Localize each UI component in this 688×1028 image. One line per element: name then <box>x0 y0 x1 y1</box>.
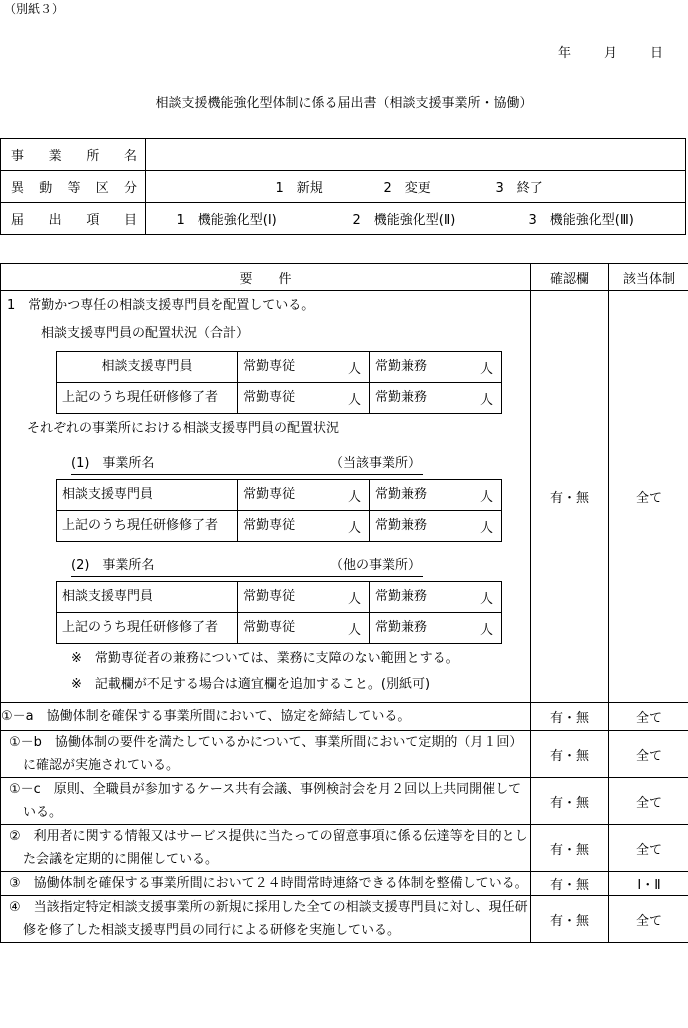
fulltime-field[interactable]: 常勤専従 人 <box>238 511 370 542</box>
fulltime-field[interactable]: 常勤専従 人 <box>238 383 370 414</box>
requirement-row-2 <box>1 825 688 872</box>
requirement-row-1a <box>1 703 688 731</box>
requirement-1-text: 1 常勤かつ専任の相談支援専門員を配置している。 <box>7 298 315 313</box>
item-label: 届 出 項 目 <box>1 203 146 235</box>
office-2-trained-row <box>57 613 502 644</box>
change-label: 異 動 等 区 分 <box>1 171 146 203</box>
office-1-trained-row <box>57 511 502 542</box>
requirement-2-applicable: 全て <box>609 825 688 872</box>
trained-label: 上記のうち現任研修修了者 <box>57 613 238 644</box>
requirement-1c-check[interactable]: 有・無 <box>531 778 609 825</box>
note-2: ※ 記載欄が不足する場合は適宜欄を追加すること。(別紙可) <box>71 677 431 692</box>
item-option-3[interactable]: 3 機能強化型(Ⅲ) <box>528 213 634 228</box>
trained-label: 上記のうち現任研修修了者 <box>57 511 238 542</box>
requirement-1b-applicable: 全て <box>609 731 688 778</box>
requirement-row-1b <box>1 731 688 778</box>
trained-label: 上記のうち現任研修修了者 <box>57 383 238 414</box>
fulltime-field[interactable]: 常勤専従 人 <box>238 480 370 511</box>
requirement-row-1c <box>1 778 688 825</box>
total-trained-row <box>57 383 502 414</box>
concurrent-field[interactable]: 常勤兼務 人 <box>370 582 502 613</box>
staff-label: 相談支援専門員 <box>57 480 238 511</box>
office-name-field[interactable] <box>146 139 686 171</box>
requirement-4-applicable: 全て <box>609 896 688 943</box>
total-caption: 相談支援専門員の配置状況（合計） <box>41 326 250 341</box>
header-requirement: 要 件 <box>1 264 531 291</box>
office-2-staff-table <box>56 581 502 644</box>
office-1-caption: (1) 事業所名 （当該事業所） <box>71 454 423 475</box>
requirement-1b-check[interactable]: 有・無 <box>531 731 609 778</box>
requirement-1b-text: ①－b 協働体制の要件を満たしているかについて、事業所間において定期的（月１回）に確認が実施されている。 <box>1 731 531 778</box>
office-1-staff-row <box>57 480 502 511</box>
item-option-1[interactable]: 1 機能強化型(Ⅰ) <box>176 213 277 228</box>
requirement-3-check[interactable]: 有・無 <box>531 872 609 896</box>
note-1: ※ 常勤専従者の兼務については、業務に支障のない範囲とする。 <box>71 651 459 666</box>
requirement-row-1 <box>1 291 688 703</box>
requirement-row-4 <box>1 896 688 943</box>
concurrent-field[interactable]: 常勤兼務 人 <box>370 511 502 542</box>
concurrent-field[interactable]: 常勤兼務 人 <box>370 613 502 644</box>
fulltime-field[interactable]: 常勤専従 人 <box>238 582 370 613</box>
each-caption: それぞれの事業所における相談支援専門員の配置状況 <box>27 421 340 436</box>
item-option-2[interactable]: 2 機能強化型(Ⅱ) <box>352 213 456 228</box>
office-row <box>1 139 686 171</box>
requirement-2-check[interactable]: 有・無 <box>531 825 609 872</box>
total-staff-row <box>57 352 502 383</box>
item-options <box>146 203 686 235</box>
change-option-new[interactable]: 1 新規 <box>275 181 323 196</box>
requirement-1-check[interactable]: 有・無 <box>531 291 609 703</box>
requirement-1-applicable: 全て <box>609 291 688 703</box>
requirement-4-check[interactable]: 有・無 <box>531 896 609 943</box>
change-row <box>1 171 686 203</box>
total-staff-table <box>56 351 502 414</box>
header-applicable: 該当体制 <box>609 264 688 291</box>
requirements-header <box>1 264 688 291</box>
concurrent-field[interactable]: 常勤兼務 人 <box>370 480 502 511</box>
change-option-end[interactable]: 3 終了 <box>495 181 543 196</box>
fulltime-field[interactable]: 常勤専従 人 <box>238 613 370 644</box>
fulltime-field[interactable]: 常勤専従 人 <box>238 352 370 383</box>
header-check: 確認欄 <box>531 264 609 291</box>
requirement-1a-check[interactable]: 有・無 <box>531 703 609 731</box>
requirement-1-cell <box>1 291 531 703</box>
notification-info-table <box>0 138 686 235</box>
requirement-3-text: ③ 協働体制を確保する事業所間において２４時間常時連絡できる体制を整備している。 <box>1 872 531 896</box>
date-day: 日 <box>650 46 664 61</box>
requirement-1a-text: ①－a 協働体制を確保する事業所間において、協定を締結している。 <box>1 703 531 731</box>
requirement-1c-applicable: 全て <box>609 778 688 825</box>
requirement-4-text: ④ 当該指定特定相談支援事業所の新規に採用した全ての相談支援専門員に対し、現任研修を修了した相談支援専門員の同行による研修を実施している。 <box>1 896 531 943</box>
requirement-3-applicable: Ⅰ・Ⅱ <box>609 872 688 896</box>
change-options <box>146 171 686 203</box>
change-option-modify[interactable]: 2 変更 <box>383 181 431 196</box>
date-month: 月 <box>604 46 618 61</box>
requirement-1c-text: ①－c 原則、全職員が参加するケース共有会議、事例検討会を月２回以上共同開催している。 <box>1 778 531 825</box>
item-row <box>1 203 686 235</box>
staff-label: 相談支援専門員 <box>57 582 238 613</box>
requirement-1a-applicable: 全て <box>609 703 688 731</box>
document-title: 相談支援機能強化型体制に係る届出書（相談支援事業所・協働） <box>155 96 533 111</box>
requirement-row-3 <box>1 872 688 896</box>
concurrent-field[interactable]: 常勤兼務 人 <box>370 352 502 383</box>
requirement-2-text: ② 利用者に関する情報又はサービス提供に当たっての留意事項に係る伝達等を目的とした会議を定期的に開催している。 <box>1 825 531 872</box>
office-2-caption: (2) 事業所名 （他の事業所） <box>71 556 423 577</box>
staff-label: 相談支援専門員 <box>57 352 238 383</box>
concurrent-field[interactable]: 常勤兼務 人 <box>370 383 502 414</box>
annex-label: （別紙３） <box>4 2 65 16</box>
date-year: 年 <box>558 46 572 61</box>
office-1-staff-table <box>56 479 502 542</box>
requirements-table <box>0 263 688 943</box>
office-label: 事 業 所 名 <box>1 139 146 171</box>
office-2-staff-row <box>57 582 502 613</box>
